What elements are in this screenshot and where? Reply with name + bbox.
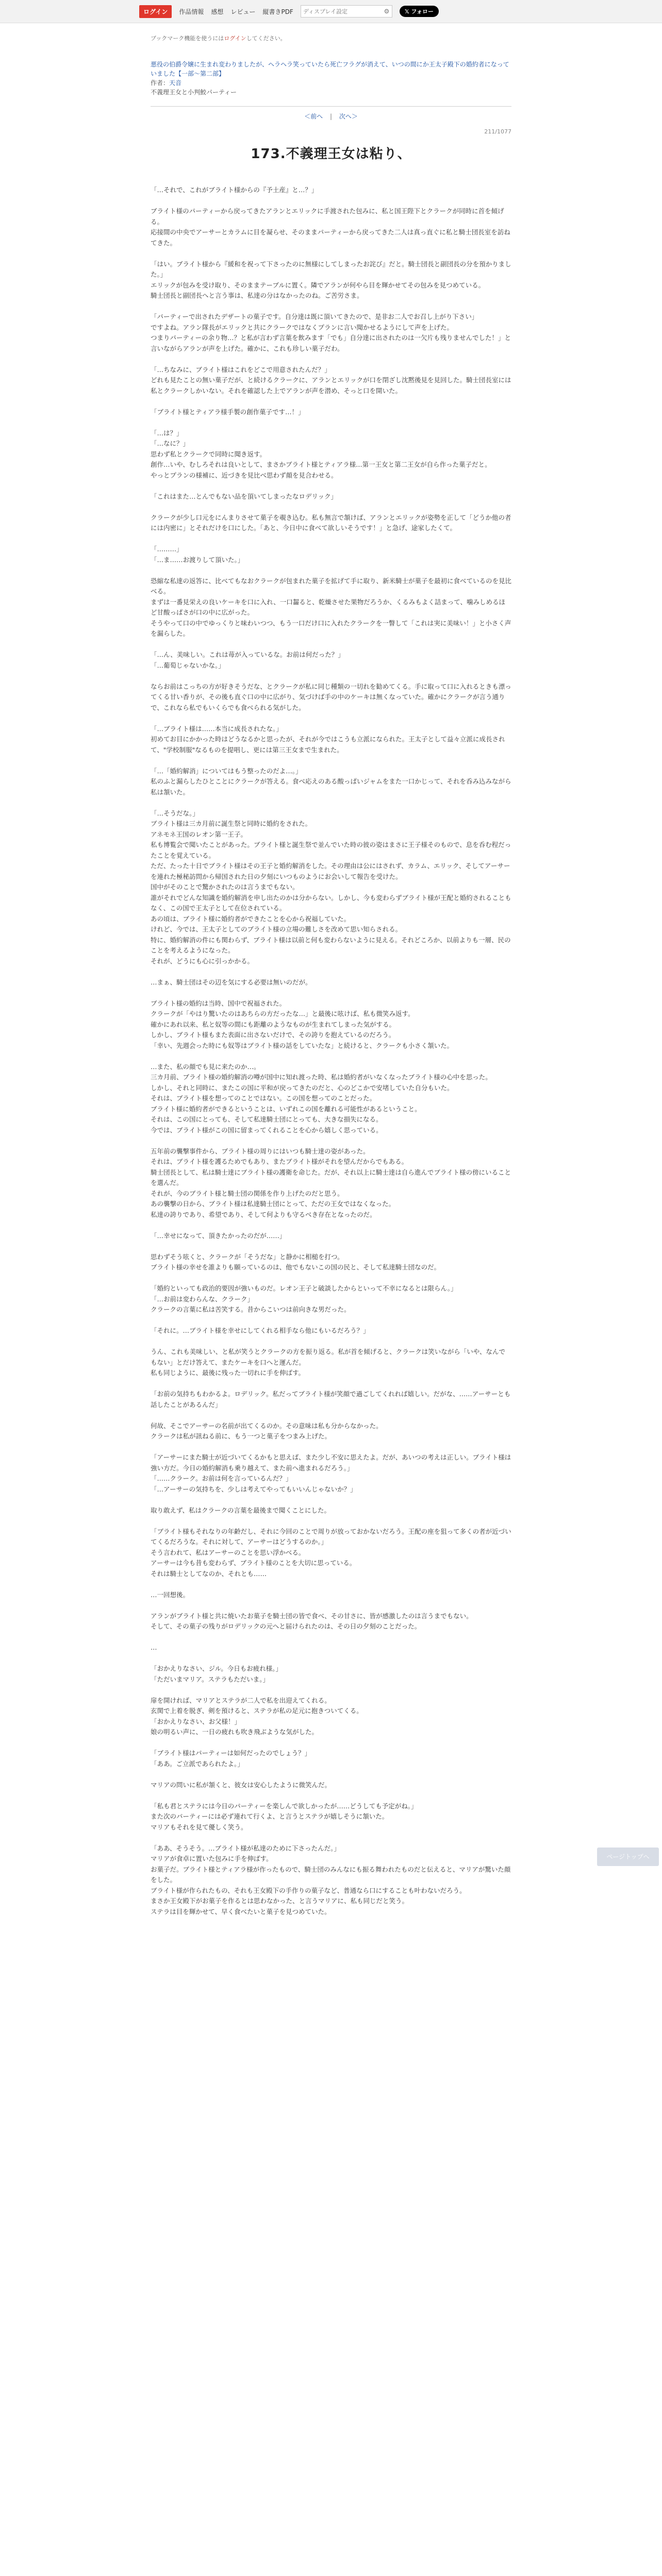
- body-paragraph: うん、これも美味しい、と私が笑うとクラークの方を振り返る。私が首を傾げると、クラークは笑いながら「いや、なんでもない」とだけ答えて、またケーキを口へと運んだ。 私も同じように、最後に残った一切れに手を伸ばす。: [151, 1348, 506, 1377]
- subtitle: 不義理王女と小判鮫パーティー: [151, 89, 237, 96]
- body-paragraph: 「…ちなみに、ブライト様はこれをどこで用意されたんだ？」 どれも見たことの無い菓子だが、と続けるクラークに、アランとエリックが口を閉ざし沈黙後見を見回した。騎士団長室には私とクラークしかいない。それを確認した上でアランが声を潜め、そっと口を開いた。: [151, 365, 511, 395]
- body-paragraph: 「ブライト様はパーティーは如何だったのでしょう？」 「ああ。ご立派であられたよ。」: [151, 1749, 311, 1768]
- body-paragraph: ならお前はこっちの方が好きそうだな、とクラークが私に同じ種類の一切れを勧めてくる。手に取って口に入れるときも漂ってくる甘い香りが、その後も直ぐ口の中に広がり、気づけば手の中のケーキは無くなっていた。確かにクラークが言う通りで、これなら私でもいくらでも食べられる気がした。: [151, 682, 511, 711]
- episode-number: 211/1077: [484, 128, 511, 135]
- body-paragraph: 「はい。ブライト様から『緩和を祝って下さったのに無様にしてしまったお詫び』だと。騎士団長と副団長の分を預かりました。」 エリックが包みを受け取り、そのままテーブルに置く。隣でアランが何やら目を輝かせてその包みを見つめている。 騎士団長と副団長へと言う事は、私達の分はなかったのね。ご苦労さま。: [151, 260, 511, 299]
- body-paragraph: 「…それで、これがブライト様からの『予土産』と…？」: [151, 186, 318, 194]
- x-follow-button[interactable]: 𝕏 フォロー: [400, 6, 439, 17]
- body-paragraph: 「私も君とステラには今日のパーティーを楽しんで欲しかったが……どうしても予定がね。」 また次のパーティーには必ず連れて行くよ、と言うとステラが嬉しそうに頷いた。 マリアもそれを見て優しく笑う。: [151, 1802, 418, 1831]
- nav-pdf[interactable]: 縦書きPDF: [262, 8, 293, 15]
- nav-review[interactable]: レビュー: [230, 8, 256, 15]
- notice-login-link[interactable]: ログイン: [224, 35, 246, 42]
- body-paragraph: 「…そうだな。」 ブライト様は三カ月前に誕生祭と同時に婚約をされた。 アネモネ王国のレオン第一王子。 私も博覧会で聞いたことがあった。ブライト様と誕生祭で並んでいた時の彼の姿はまさに王子様そのもので、息を呑む程だったことを覚えている。 ただ、たった十日でブライト様はその王子と婚約解消をした。その理由は公にはされず、カラム、エリック、そしてアーサーを連れた極秘訪問から帰国された日の夕刻にいつものようにお会いして報告を受けた。 国中がそのことで驚かされたのは言うまでもない。 誰がそれでどんな知識を婚約解消を申し出たのかは分からない。しかし、今も変わらずブライト様が王配と婚約されることもなく、この国で王太子として在位されている。 あの頃は、ブライト様に婚約者ができたことを心から祝福していた。 けれど、今では、王太子としてのブライト様の立場の難しさを改めて思い知らされる。 特に、婚約解消の件にも関わらず、ブライト様は以前と何も変わらないように見える。それどころか、以前よりも一層、民のことを考えるようになった。 それが、どうにも心に引っかかる。: [151, 809, 511, 965]
- nav-info[interactable]: 作品情報: [179, 8, 204, 15]
- body-paragraph: 「…ブライト様は……本当に成長されたな。」 初めてお目にかかった時はどうなるかと思ったが、それが今ではこうも立派になられた。王太子として益々立派に成長されて、"学校制服"なるものを提唱し、更には第三王女まで生まれた。: [151, 724, 505, 754]
- author-name[interactable]: 天音: [169, 79, 182, 87]
- body-paragraph: 「おかえりなさい、ジル。今日もお疲れ様。」 「ただいまマリア。ステラもただいま。」: [151, 1665, 282, 1683]
- body-paragraph: 「婚約といっても政治的要因が強いものだ。レオン王子と破談したからといって不幸になるとは限らん。」 「…お前は変わらんな、クラーク」 クラークの言葉に私は苦笑する。昔からこいつは前向きな男だった。: [151, 1284, 457, 1313]
- body-paragraph: 五年前の襲撃事件から、ブライト様の周りにはいつも騎士達の姿があった。 それは、ブライト様を護るためでもあり、またブライト様がそれを望んだからでもある。 騎士団長として、私は騎士達にブライト様の護衛を命じた。だが、それ以上に騎士達は自ら進んでブライト様の傍にいることを選んだ。 それが、今のブライト様と騎士団の関係を作り上げたのだと思う。 あの襲撃の日から、ブライト様は私達騎士団にとって、ただの王女ではなくなった。 私達の誇りであり、希望であり、そして何よりも守るべき存在となったのだ。: [151, 1147, 511, 1218]
- body-paragraph: 「アーサーにまた騎士が近づいてくるかもと思えば、また少し不安に思えたよ。だが、あいつの考えは正しい。ブライト様は強い方だ。今日の婚約解消も乗り越えて、また前へ進まれるだろう。」 「……クラーク。お前は何を言っているんだ？」 「…アーサーの気持ちを、少しは考えてやってもいいんじゃないか？」: [151, 1453, 511, 1493]
- display-settings-input[interactable]: [301, 8, 382, 15]
- chapter-title: 173.不義理王女は粘り、: [251, 146, 411, 162]
- nav-impressions[interactable]: 感想: [211, 8, 224, 15]
- body-paragraph: ブライト様のパーティーから戻ってきたアランとエリックに手渡された包みに、私と国王陛下とクラークが同時に首を傾げる。 応接間の中央でアーサーとカラムに目を凝らせ、そのままパーティーから戻ってきた二人は真っ直ぐに私と騎士団長室を訪ねてきた。: [151, 207, 510, 247]
- login-button[interactable]: ログイン: [139, 5, 172, 18]
- novel-body: [151, 185, 511, 1917]
- body-paragraph: 「これはまた…とんでもない品を頂いてしまったなロデリック」: [151, 492, 338, 500]
- display-settings-box[interactable]: [301, 5, 392, 18]
- body-paragraph: 「…ん、美味しい。これは苺が入っているな。お前は何だった？」 「…葡萄じゃないかな。」: [151, 651, 344, 669]
- divider: [151, 106, 511, 107]
- body-paragraph: ブライト様の婚約は当時、国中で祝福された。 クラークが「やはり驚いたのはあちらの方だったな…」と最後に呟けば、私も微笑み返す。 確かにあれ以来、私と奴等の間にも距離のようなものが生まれてしまった気がする。 しかし、ブライト様もまた表面に出さないだけで、その誇りを抱えているのだろう。 「幸い、先週会った時にも奴等はブライト様の話をしていたな」と続けると、クラークも小さく頷いた。: [151, 999, 454, 1049]
- body-paragraph: 「…幸せになって、頂きたかったのだが……」: [151, 1231, 286, 1240]
- body-paragraph: マリアの問いに私が頷くと、彼女は安心したように微笑んだ。: [151, 1781, 332, 1789]
- pager-separator: |: [329, 113, 333, 120]
- top-bar-inner: [139, 0, 439, 23]
- body-paragraph: 恐縮な私達の返答に、比べてもなおクラークが包まれた菓子を拡げて手に取り、新米騎士が菓子を最初に食べているのを見比べる。 まずは一番見栄えの良いケーキを口に入れ、一口齧ると、乾燥させた果物だろうか、くるみもよく詰まって、噛みしめるほど甘酸っぱさが口の中に広がった。 そうやって口の中でゆっくりと味わいつつ、もう一口だけ口に入れたクラークを一瞥して「これは実に美味い！」と小さく声を漏らした。: [151, 577, 512, 637]
- body-paragraph: 扉を開ければ、マリアとステラが二人で私を出迎えてくれる。 玄関で上着を脱ぎ、剣を預けると、ステラが私の足元に抱きついてくる。 「おかえりなさい、お父様！」 娘の明るい声に、一日の疲れも吹き飛ぶような気がした。: [151, 1696, 363, 1736]
- notice-suffix: してください。: [246, 35, 286, 42]
- page-top-button[interactable]: ページトップへ: [597, 1848, 659, 1866]
- body-paragraph: …一回想後。: [151, 1590, 190, 1599]
- body-paragraph: …まぁ、騎士団はその辺を気にする必要は無いのだが。: [151, 978, 312, 986]
- body-paragraph: アランがブライト様と共に焼いたお菓子を騎士団の皆で食べ、その甘さに、皆が感激したのは言うまでもない。 そして、その菓子の残りがロデリックの元へと届けられたのは、その日の夕刻のことだった。: [151, 1612, 473, 1630]
- body-paragraph: …: [151, 1643, 157, 1651]
- body-paragraph: 「ブライト様もそれなりの年齢だし、それに今回のことで周りが放っておかないだろう。王配の座を狙って多くの者が近づいてくるだろうな。それに対して、アーサーはどうするのか。」 そう言われて、私はアーサーのことを思い浮かべる。 アーサーは今も昔も変わらず、ブライト様のことを大切に思っている。 それは騎士としてなのか、それとも……: [151, 1527, 511, 1578]
- pager: [151, 112, 511, 120]
- notice-prefix: ブックマーク機能を使うには: [151, 35, 224, 42]
- author-label: 作者：: [151, 79, 170, 87]
- body-paragraph: 「それに。…ブライト様を幸せにしてくれる相手なら他にもいるだろう？」: [151, 1327, 370, 1334]
- body-paragraph: 「パーティーで出されたデザートの菓子です。自分達は既に頂いてきたので、是非お二人でお召し上がり下さい」 ですよね。アラン隊長がエリックと共にクラークではなくプランに言い聞かせるようにして声を上げた。 つまりパーティーの余り物…？と私が言わず言葉を飲みます「でも」自分達に出されたのは一欠片も残りませんでした！」と言いながらアランが声を上げた。確かに、これも珍しい菓子だわ。: [151, 313, 511, 352]
- bookmark-notice: [151, 34, 511, 42]
- body-paragraph: 取り敢えず、私はクラークの言葉を最後まで聞くことにした。: [151, 1506, 331, 1514]
- body-paragraph: 「ブライト様とティアラ様手製の創作菓子です…！」: [151, 408, 305, 416]
- body-paragraph: 「…は？」 「…なに？」 思わず私とクラークで同時に聞き返す。 創作…いや、むしろそれは良いとして、まさかブライト様とティアラ様…第一王女と第二王女が自ら作った菓子だと。 やっとプランの様補に、近づきを見比べ思わず顔を見合わせる。: [151, 429, 491, 479]
- body-paragraph: 「………」 「…ま……お渡りして頂いた。」: [151, 545, 244, 564]
- body-paragraph: 思わずそう呟くと、クラークが「そうだな」と静かに相槌を打つ。 ブライト様の幸せを誰よりも願っているのは、他でもないこの国の民と、そして私達騎士団なのだ。: [151, 1252, 441, 1271]
- main-container: [151, 23, 511, 1928]
- author-line: [151, 78, 511, 88]
- top-bar: [0, 0, 662, 23]
- prev-link[interactable]: ＜前へ: [304, 113, 323, 120]
- next-link[interactable]: 次へ＞: [339, 113, 358, 120]
- body-paragraph: 「ああ、そうそう。…ブライト様が私達のために下さったんだ。」 マリアが食卓に置いた包みに手を伸ばす。 お菓子だ。ブライト様とティアラ様が作ったもので、騎士団のみんなにも振る舞われたものだと伝えると、マリアが驚いた顔をした。 ブライト様が作られたもの、それも王女殿下の手作りの菓子など、普通なら口にすることも叶わないだろう。 まさか王女殿下がお菓子を作るとは思わなかった、と言うマリアに、私も同じだと笑う。 ステラは目を輝かせて、早く食べたいと菓子を見つめていた。: [151, 1844, 511, 1916]
- body-paragraph: 「お前の気持ちもわかるよ。ロデリック。私だってブライト様が笑顔で過ごしてくれれば嬉しい。だがな、……アーサーとも話したことがあるんだ」: [151, 1390, 511, 1409]
- series-title[interactable]: 悪役の伯爵令嬢に生まれ変わりましたが、ヘラヘラ笑っていたら死亡フラグが消えて、いつの間にか王太子殿下の婚約者になっていました【一部～第二部】: [151, 61, 509, 77]
- gear-icon[interactable]: ⚙: [384, 8, 390, 15]
- body-paragraph: 「…「婚約解消」についてはもう整ったのだよ…。」 私のふと漏らしたひとことにクラークが答える。食べ応えのある酸っぱいジャムをまた一口かじって、それを呑み込みながら私は頷いた。: [151, 767, 511, 796]
- body-paragraph: クラークが少し口元をにんまりさせて菓子を覗き込む。私も無言で頷けば、アランとエリックが姿勢を正して「どうか他の者には内密に」とそれだけを口にした。「あと、今日中に食べて欲しいそうです！」と急げ、途家したくて。: [151, 513, 511, 532]
- body-paragraph: 何故、そこでアーサーの名前が出てくるのか。その意味は私も分からなかった。 クラークは私が訊ねる前に、もう一つと菓子をつまみ上げた。: [151, 1421, 383, 1440]
- body-paragraph: …また、私の顔でも見に来たのか…。 三カ月前、ブライト様の婚約解消の噂が国中に知れ渡った時、私は婚約者がいなくなったブライト様の心中を思った。 しかし、それと同時に、またこの国に平和が戻ってきたのだと、心のどこかで安堵していた自分もいた。 それは、ブライト様を想ってのことではない。この国を想ってのことだった。 ブライト様に婚約者ができるということは、いずれこの国を離れる可能性があるということ。 それは、この国にとっても、そして私達騎士団にとっても、大きな損失になる。 今では、ブライト様がこの国に留まってくれることを心から嬉しく思っている。: [151, 1062, 492, 1134]
